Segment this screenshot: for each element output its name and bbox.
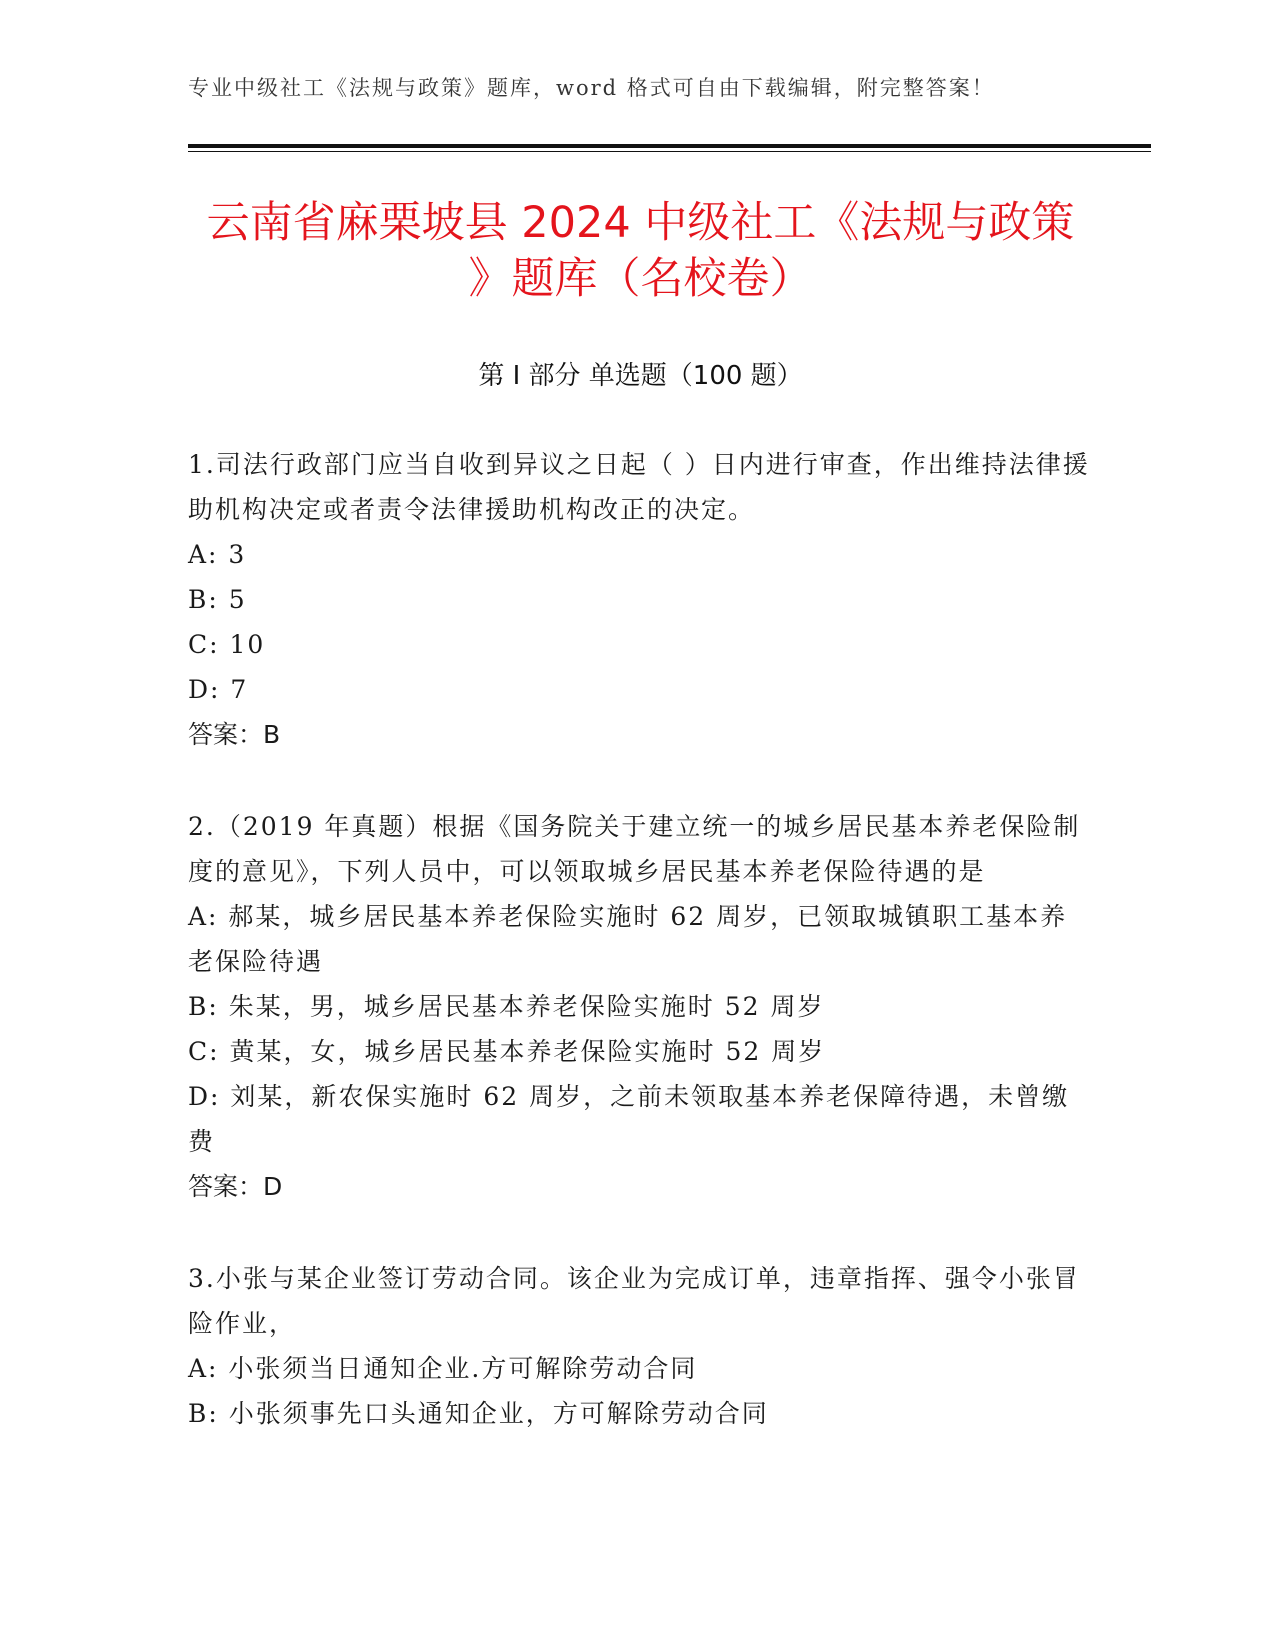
question-2 — [188, 804, 1093, 1209]
header-rule-thin — [188, 151, 1151, 152]
option-c: C: 黄某，女，城乡居民基本养老保险实施时 52 周岁 — [188, 1037, 826, 1066]
document-title-line-2: 》题库（名校卷） — [468, 254, 813, 304]
option-c: C: 10 — [188, 630, 266, 659]
answer: 答案：B — [188, 720, 281, 749]
question-list — [188, 442, 1093, 1483]
option-a: A: 小张须当日通知企业.方可解除劳动合同 — [188, 1354, 698, 1383]
question-3 — [188, 1256, 1093, 1436]
section-heading: 第 I 部分 单选题（100 题） — [478, 361, 803, 391]
document-title — [188, 195, 1093, 307]
document-title-line-1: 云南省麻栗坡县 2024 中级社工《法规与政策 — [206, 198, 1075, 248]
question-stem: 3.小张与某企业签订劳动合同。该企业为完成订单，违章指挥、强令小张冒险作业， — [188, 1264, 1080, 1338]
option-b: B: 小张须事先口头通知企业，方可解除劳动合同 — [188, 1399, 769, 1428]
question-stem: 1.司法行政部门应当自收到异议之日起（ ）日内进行审查，作出维持法律援助机构决定或者责令法律援助机构改正的决定。 — [188, 450, 1090, 524]
option-a: A: 郝某，城乡居民基本养老保险实施时 62 周岁，已领取城镇职工基本养老保险待遇 — [188, 902, 1068, 976]
header-note: 专业中级社工《法规与政策》题库，word 格式可自由下载编辑，附完整答案！ — [188, 76, 995, 100]
option-a: A: 3 — [188, 540, 247, 569]
header-rule-thick — [188, 144, 1151, 148]
question-stem: 2.（2019 年真题）根据《国务院关于建立统一的城乡居民基本养老保险制度的意见》，下列人员中，可以领取城乡居民基本养老保险待遇的是 — [188, 812, 1081, 886]
answer: 答案：D — [188, 1172, 283, 1201]
option-d: D: 7 — [188, 675, 249, 704]
option-b: B: 朱某，男，城乡居民基本养老保险实施时 52 周岁 — [188, 992, 825, 1021]
option-b: B: 5 — [188, 585, 247, 614]
question-1 — [188, 442, 1093, 757]
option-d: D: 刘某，新农保实施时 62 周岁，之前未领取基本养老保障待遇，未曾缴费 — [188, 1082, 1070, 1156]
